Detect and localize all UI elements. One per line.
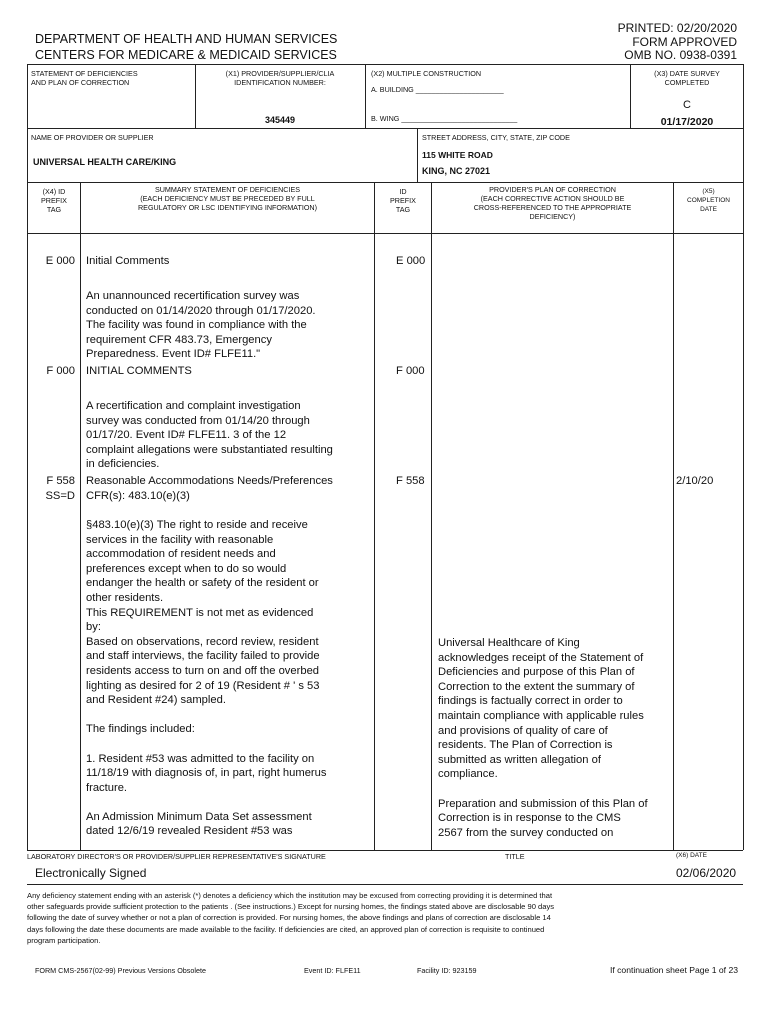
department-header [35,31,337,63]
e000-title: Initial Comments [86,255,170,267]
f558-completion-date: 2/10/20 [676,475,714,487]
provider-name: UNIVERSAL HEALTH CARE/KING [33,157,177,167]
e000-body: An unannounced recertification survey was conducted on 01/14/2020 through 01/17/2020. The facility was found in compliance with the requirement CFR 483.73, Emergency Preparedness. Event ID# FLFE11." [86,290,316,361]
agency-name: CENTERS FOR MEDICARE & MEDICAID SERVICES [35,48,337,62]
f000-tag: F 000 [46,365,75,377]
x4-column-header: (X4) ID PREFIX TAG [41,187,67,214]
severity-scope: SS=D [45,489,75,502]
form-approved: FORM APPROVED [632,34,737,49]
provider-label: NAME OF PROVIDER OR SUPPLIER [31,133,154,142]
date-label: (X6) DATE [676,852,707,859]
title-label: TITLE [505,852,525,861]
f558-tag: F 558 SS=D [31,474,75,503]
f558-body: §483.10(e)(3) The right to reside and receive services in the facility with reasonable accommodation of resident needs and preferences except when to do so would endanger the health or safety of the resident or other residents. This REQUIREMENT is not met as evidenced by: Based on observations, record review, resident and staff interviews, the facility failed to provide residents access to turn on and off the overbed lighting as desired for 2 of 19 (Resident # ' s 53 and Resident #24) sampled. The findings included: 1. Resident #53 was admitted to the facility on 11/18/19 with diagnosis of, in part, right humerus fracture. An Admission Minimum Data Set assessment dated 12/6/19 revealed Resident #53 was [86,519,327,838]
omb-number: OMB NO. 0938-0391 [624,48,737,62]
street-address: 115 WHITE ROAD [422,150,493,160]
signature-date: 02/06/2020 [676,866,737,880]
form-number: FORM CMS-2567(02-99) Previous Versions Obsolete [35,966,206,975]
e000-id-tag: E 000 [396,255,426,267]
form-info [618,22,737,63]
city-state-zip: KING, NC 27021 [422,166,491,176]
survey-date: 01/17/2020 [660,116,714,128]
page-number: If continuation sheet Page 1 of 23 [609,965,738,975]
x1-label: (X1) PROVIDER/SUPPLIER/CLIA IDENTIFICATION NUMBER: [225,69,335,87]
wing-label: B. WING _____________________________ [371,114,518,123]
x3-label: (X3) DATE SURVEY COMPLETED [654,69,720,87]
plan-of-correction-body: Universal Healthcare of King acknowledges receipt of the Statement of Deficiencies and purpose of this Plan of Correction to the extent the summary of findings is factually correct in order to maintain compliance with applicable rules and provisions of quality of care of residents. The Plan of Correction is submitted as written allegation of compliance. Preparation and submission of this Plan of Correction is in response to the CMS 2567 from the survey conducted on [438,637,648,839]
survey-code: C [683,99,691,111]
summary-column-header: SUMMARY STATEMENT OF DEFICIENCIES (EACH DEFICIENCY MUST BE PRECEDED BY FULL REGULATORY OR LSC IDENTIFYING INFORMATION) [137,185,318,212]
facility-id: Facility ID: 923159 [417,966,477,975]
f558-title: Reasonable Accommodations Needs/Preferences CFR(s): 483.10(e)(3) [86,475,333,502]
disclaimer: Any deficiency statement ending with an asterisk (*) denotes a deficiency which the institution may be excused from correcting providing it is determined that other safeguards provide sufficient protection to the patients . (See instructions.) Except for nursing homes, the findings stated above are disclosable 90 days following the date of survey whether or not a plan of correction is provided. For nursing homes, the above findings and plans of correction are disclosable 14 days following the date these documents are made available to the facility. If deficiencies are cited, an approved plan of correction is requisite to continued program participation. [27,891,555,945]
street-label: STREET ADDRESS, CITY, STATE, ZIP CODE [422,133,570,142]
statement-label: STATEMENT OF DEFICIENCIES AND PLAN OF CORRECTION [31,69,138,87]
plan-column-header: PROVIDER'S PLAN OF CORRECTION (EACH CORRECTIVE ACTION SHOULD BE CROSS-REFERENCED TO THE APPROPRIATE DEFICIENCY) [473,185,632,221]
e000-tag: E 000 [45,255,75,267]
f558-id-tag: F 558 [396,475,425,487]
id-column-header: ID PREFIX TAG [390,187,416,214]
signature-label: LABORATORY DIRECTOR'S OR PROVIDER/SUPPLIER REPRESENTATIVE'S SIGNATURE [27,852,326,861]
signature-value: Electronically Signed [35,866,147,880]
f000-id-tag: F 000 [396,365,425,377]
printed-date: PRINTED: 02/20/2020 [617,21,737,35]
x2-label: (X2) MULTIPLE CONSTRUCTION [371,69,482,78]
provider-id: 345449 [264,115,296,125]
event-id: Event ID: FLFE11 [304,966,361,975]
department-name: DEPARTMENT OF HEALTH AND HUMAN SERVICES [35,32,338,46]
f000-title: INITIAL COMMENTS [86,365,192,377]
f000-body: A recertification and complaint investigation survey was conducted from 01/14/20 through 01/17/20. Event ID# FLFE11. 3 of the 12 complaint allegations were substantiated resulting in deficiencies. [86,400,333,471]
building-label: A. BUILDING ______________________ [371,85,504,94]
x5-column-header: (X5) COMPLETION DATE [687,188,730,213]
